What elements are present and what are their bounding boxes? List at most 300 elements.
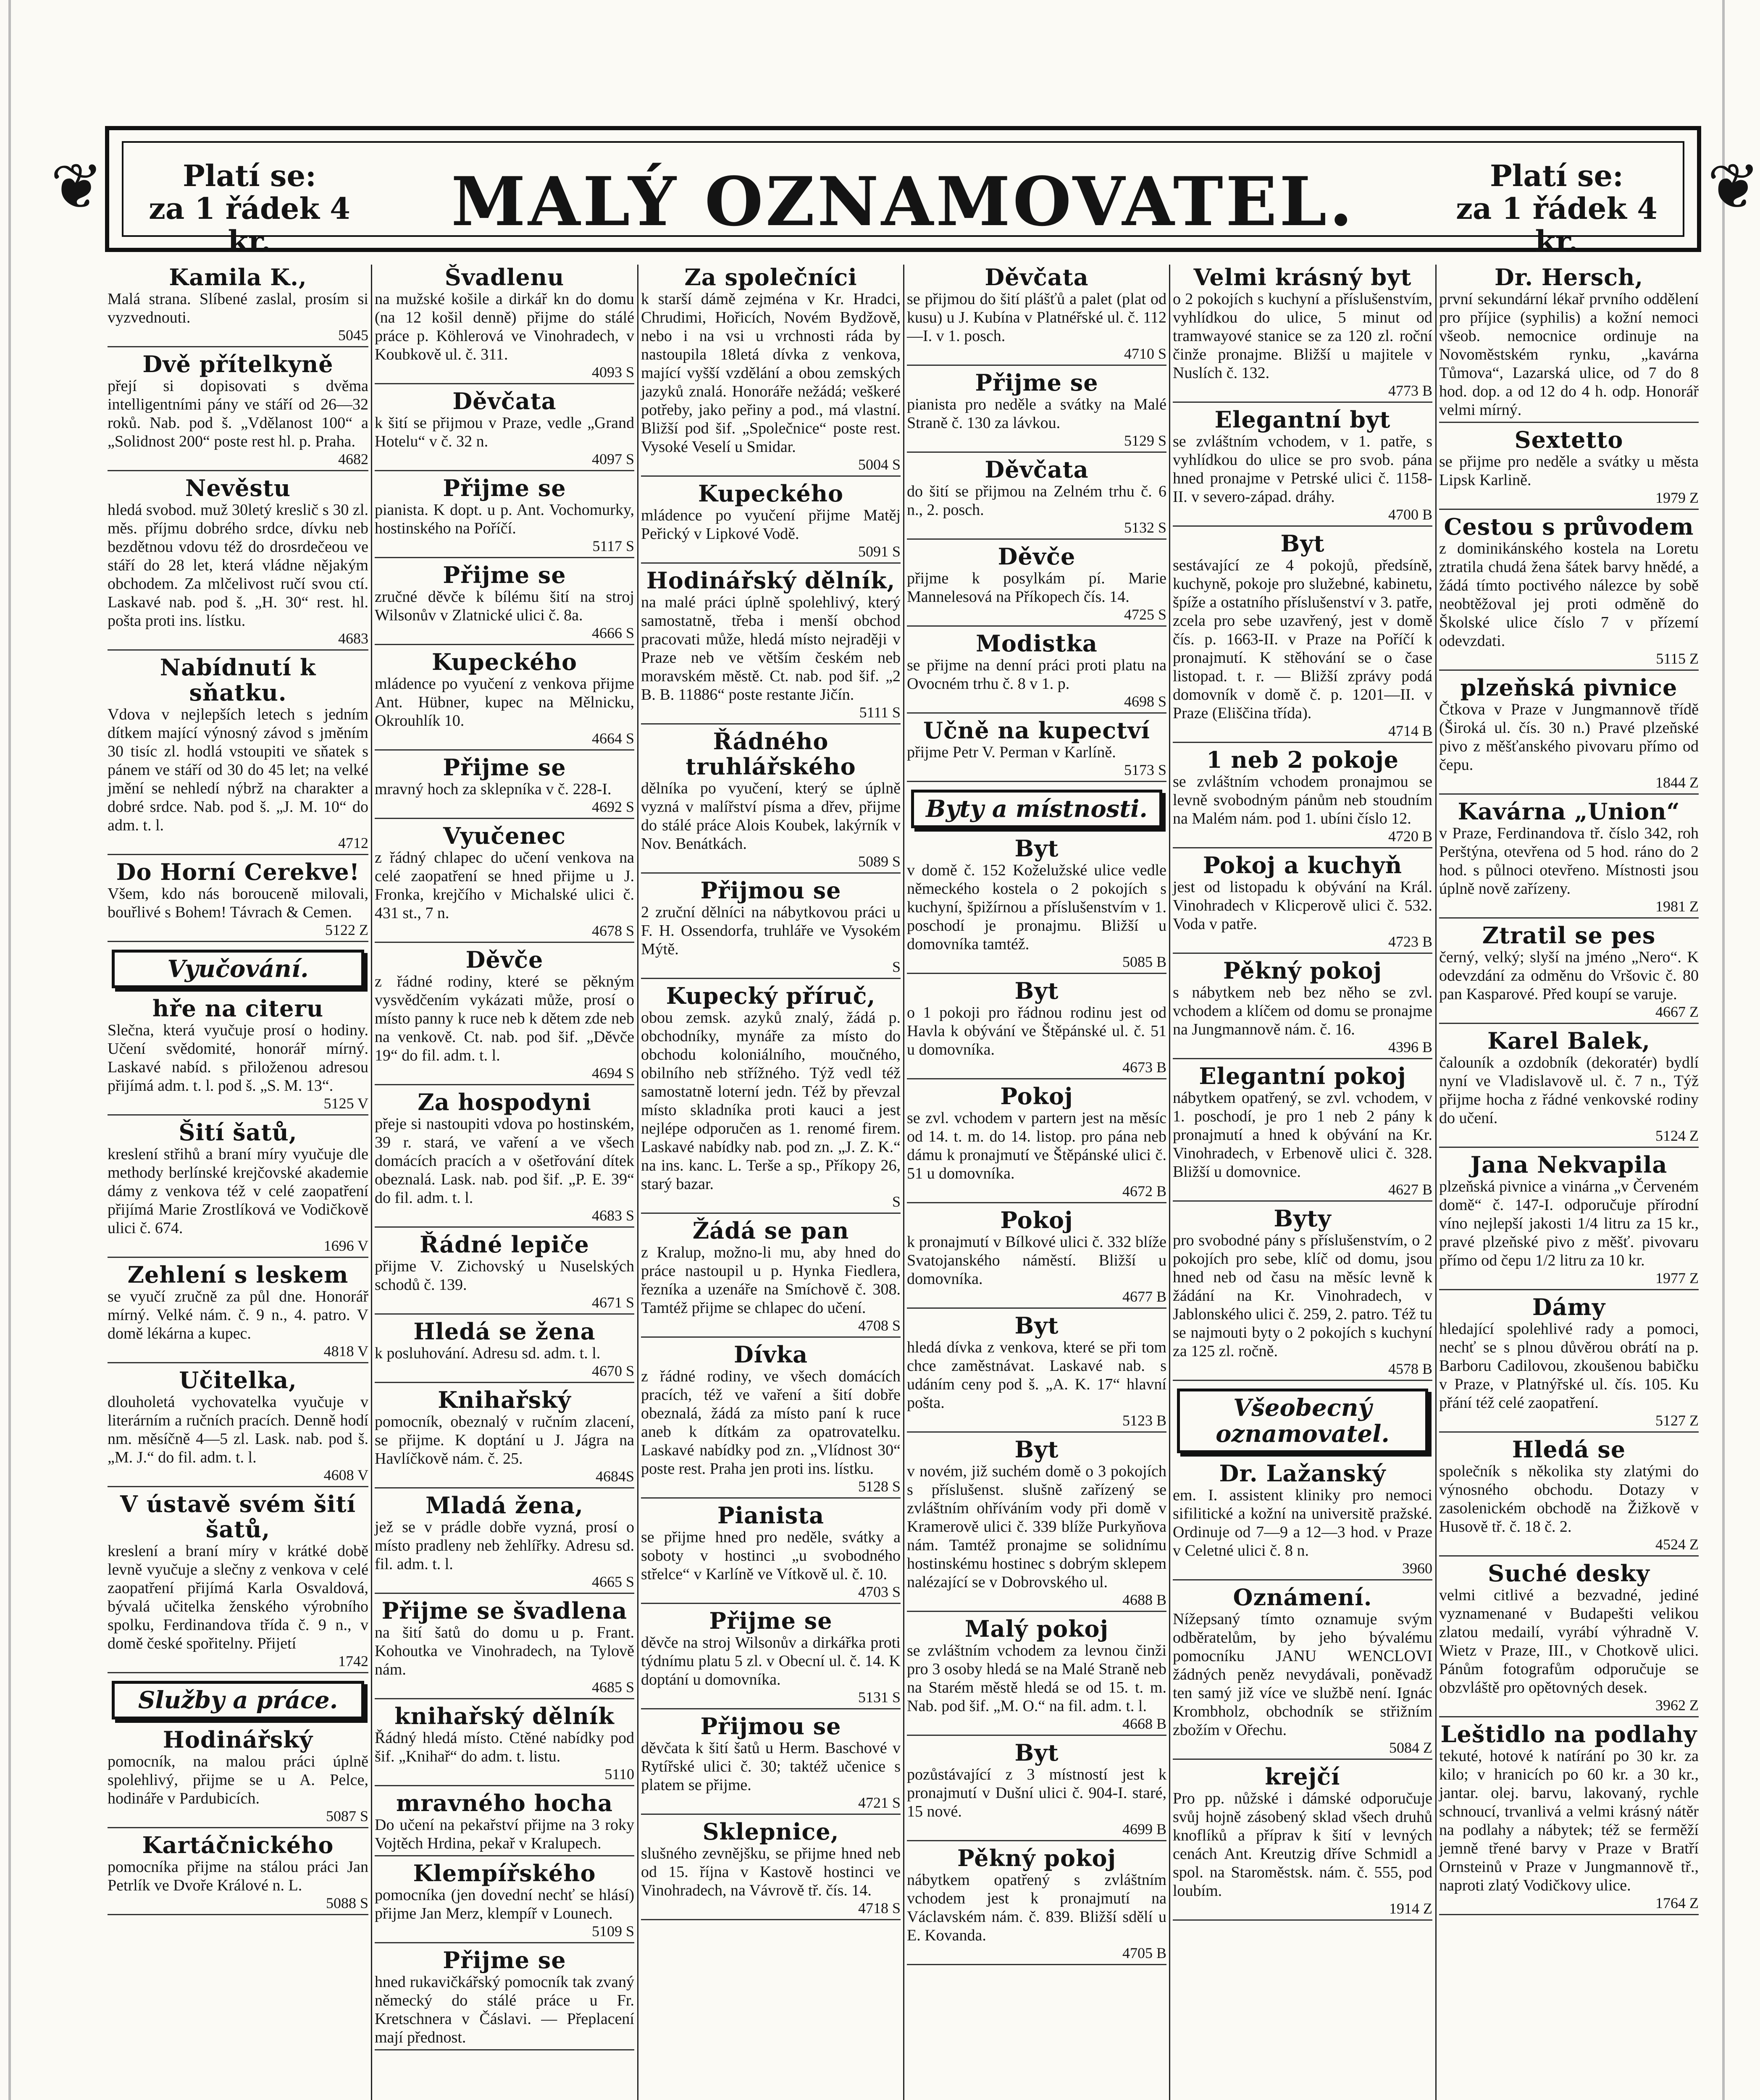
ad-number: 4818 V (323, 1343, 368, 1360)
classified-ad (907, 1845, 1166, 1965)
classified-ad (1173, 1461, 1432, 1580)
ad-heading: Dvě přítelkyně (142, 351, 334, 378)
price-left-line2: za 1 řádek 4 kr. (149, 191, 350, 259)
ad-heading: Řádné lepiče (420, 1231, 589, 1258)
ad-heading: Děvčata (985, 456, 1089, 483)
ad-text: se přijmou do šití plášťů a palet (plat od kusu) u J. Kubína v Platnéřské ul. č. 112—I. v 1. posch. (907, 290, 1166, 345)
ad-text: se zvláštním vchodem, v 1. patře, s vyhlídkou do ulice se pro svob. pána hned pronajme v Petrské ulici č. 1158-II. v severo-západ. dráhy. (1173, 433, 1432, 506)
ad-text: kreslení střihů a braní míry vyučuje dle methody berlínské krejčovské akademie dámy z venkova též v celé zaopatření přijímá Marie Zrostlíková ve Vodičkově ulici č. 674. (108, 1145, 368, 1237)
ad-heading: krejčí (1265, 1763, 1340, 1790)
ad-heading: Děvčata (985, 264, 1089, 291)
ad-number: 5132 S (1124, 519, 1166, 536)
ad-heading: Byt (1014, 835, 1059, 862)
classified-ad (1439, 427, 1699, 510)
ad-number: 4699 B (1122, 1821, 1166, 1838)
ad-heading: Byt (1280, 530, 1325, 557)
ad-text: k posluhování. Adresu sd. adm. t. l. (375, 1344, 601, 1362)
ad-text: 2 zruční dělníci na nábytkovou práci u F. H. Ossendorfa, truhláře ve Vysokém Mýtě. (641, 903, 901, 958)
ad-number: 4718 S (858, 1900, 901, 1916)
ad-heading: Přijme se (443, 1947, 566, 1974)
classified-ad (641, 1503, 901, 1604)
ad-heading: Vyučenec (443, 822, 566, 849)
classified-ad (907, 370, 1166, 453)
ad-heading: Pěkný pokoj (1223, 957, 1382, 984)
classified-ad (375, 1232, 634, 1315)
ad-text: pomocníka (jen dovední nechť se hlásí) přijme Jan Merz, klempíř v Lounech. (375, 1886, 634, 1922)
ad-number: 5115 Z (1656, 650, 1699, 667)
ad-text: z Kralup, možno-li mu, aby hned do práce nastoupil u p. Hynka Fiedlera, řezníka a uzenáře na Smíchově č. 308. Tamtéž přijme se chlapec do učení. (641, 1244, 901, 1317)
ad-heading: Byt (1014, 1312, 1059, 1339)
ad-text: hned rukavičkářský pomocník tak zvaný německý do stálé práce u Fr. Kretschnera v Čáslavi. — Přeplacení mají přednost. (375, 1973, 634, 2046)
ad-heading: Byt (1014, 1739, 1059, 1766)
ad-number: 4682 (338, 451, 368, 467)
classified-ad (641, 568, 901, 724)
ad-heading: Učitelka, (179, 1367, 297, 1394)
column-6 (1435, 265, 1701, 2100)
classified-ad (641, 1714, 901, 1815)
classified-ad (907, 1740, 1166, 1841)
classified-ad (1439, 1722, 1699, 1915)
classified-ad (641, 1218, 901, 1338)
ad-heading: Zehlení s leskem (127, 1261, 349, 1288)
ad-number: 4721 S (858, 1794, 901, 1811)
classified-ad (375, 1598, 634, 1699)
ad-text: z řádný chlapec do učení venkova na celé zaopatření se hned přijme u J. Fronka, krejčího v Michalské ulici č. 431 st., 7 n. (375, 849, 634, 922)
ad-text: přeje si nastoupiti vdova po hostinském, 39 r. stará, ve vaření a ve všech domácích pracích a v ošetřování dítek obeznalá. Lask. nab. pod šif. „P. E. 39“ do fil. adm. t. l. (375, 1115, 634, 1207)
ad-number: 4664 S (591, 730, 634, 747)
ad-number: 4677 B (1122, 1288, 1166, 1305)
ad-heading: Kupeckého (698, 480, 844, 507)
classified-ad (1439, 1561, 1699, 1717)
classified-ad (375, 1861, 634, 1943)
ad-heading: Nevěstu (185, 475, 291, 501)
classified-ad (641, 1608, 901, 1709)
classified-ad (907, 1437, 1166, 1612)
ad-heading: Ztratil se pes (1482, 922, 1656, 949)
ad-heading: Nabídnutí k sňatku. (160, 654, 316, 706)
ad-text: pomocníka přijme na stálou práci Jan Petrlík ve Dvoře Králové n. L. (108, 1858, 368, 1894)
ad-heading: Leštidlo na podlahy (1440, 1721, 1697, 1748)
ad-number: 1742 (338, 1653, 368, 1670)
ad-heading: Do Horní Cerekve! (116, 858, 360, 885)
ad-text: jež se v prádle dobře vyzná, prosí o místo pradleny neb žehlířky. Adresu sd. fil. adm. t. l. (375, 1518, 634, 1573)
classified-ad (1439, 1294, 1699, 1433)
ad-text: dlouholetá vychovatelka vyučuje v literárním a ručních pracích. Denně hodí nm. měsíčně 4—5 zl. Lask. nab. pod š. „M. J.“ do fil. adm. t. l. (108, 1393, 368, 1466)
classified-ad (641, 983, 901, 1214)
ad-number: 5089 S (858, 853, 901, 870)
classified-ad (1439, 923, 1699, 1024)
price-right-line2: za 1 řádek 4 kr. (1456, 191, 1658, 259)
classified-ad (907, 978, 1166, 1079)
ad-heading: hře na citeru (152, 995, 324, 1022)
ad-number: 4665 S (591, 1573, 634, 1590)
ad-text: Slečna, která vyučuje prosí o hodiny. Učení svědomité, honorář mírný. Laskavé nabíd. s přiloženou adresou přijímá adm. t. l. pod š. „S. M. 13“. (108, 1021, 368, 1095)
ad-heading: Přijme se (443, 754, 566, 781)
classified-ad (375, 755, 634, 819)
ad-heading: Knihařský (438, 1386, 571, 1413)
classified-ad (1173, 407, 1432, 527)
ad-heading: Pokoj a kuchyň (1203, 852, 1403, 879)
classified-ad (375, 947, 634, 1085)
ad-text: pianista. K dopt. u p. Ant. Vochomurky, hostinského na Poříčí. (375, 501, 634, 537)
ad-text: na malé práci úplně spolehlivý, který samostatně, třeba i menší obchod pracovati může, hledá místo nejraději v Praze neb ve větším českém neb moravském městě. Ct. nab. pod šif. „2 B. B. 11886“ poste restante Jičín. (641, 593, 901, 704)
ad-heading: Byt (1014, 1436, 1059, 1463)
classified-ad (907, 265, 1166, 366)
ad-text: se vyučí zručně za půl dne. Honorář mírný. Velké nám. č. 9 n., 4. patro. V domě lékárna a kupec. (108, 1288, 368, 1342)
ad-heading: Přijme se (709, 1607, 833, 1634)
ad-text: plzeňská pivnice a vinárna „v Červeném domě“ č. 147-I. odporučuje přírodní víno nejlepší jakosti 1/4 litru za 15 kr., pravé plzeňské pivo z měšť. pivovaru přímo od čepu 1/2 litru za 10 kr. (1439, 1178, 1699, 1269)
ad-text: mravný hoch za sklepníka v č. 228-I. (375, 780, 612, 798)
ad-heading: V ústavě svém šití šatů, (120, 1491, 356, 1543)
classified-ad (108, 1832, 368, 1915)
classified-ad (1173, 1206, 1432, 1381)
ad-number: 5109 S (591, 1923, 634, 1940)
ad-number: 4093 S (591, 364, 634, 381)
ad-text: pomocník, obeznalý v ručním zlacení, se přijme. K doptání u J. Jágra na Havlíčkově nám. č. 25. (375, 1413, 634, 1467)
ad-text: pomocník, na malou práci úplně spolehlivý, přijme se u A. Pelce, hodináře v Pardubicích. (108, 1753, 368, 1807)
ad-heading: mravného hocha (396, 1790, 613, 1816)
ad-text: se zvláštním vchodem pronajmou se levně svobodným pánům neb stoudním na Malém nám. pod 1. ubíni číslo 12. (1173, 773, 1432, 827)
price-left-line1: Platí se: (183, 158, 316, 193)
ad-text: nábytkem opatřený s zvláštním vchodem jest k pronajmutí na Václavském nám. č. 839. Bližší sdělí u E. Kovanda. (907, 1871, 1166, 1944)
classified-ad (108, 1727, 368, 1828)
ad-text: čalouník a ozdobník (dekoratér) bydlí nyní ve Vladislavově ul. č. 7 n., Týž přijme hocha z řádné venkovské rodiny do učení. (1439, 1054, 1699, 1127)
ad-number: 5123 B (1122, 1412, 1166, 1429)
ad-number: 4688 B (1122, 1591, 1166, 1608)
ad-text: k pronajmutí v Bílkové ulici č. 332 blíže Svatojanského náměstí. Bližší u domovníka. (907, 1233, 1166, 1288)
ad-number: 4667 Z (1655, 1003, 1699, 1020)
classified-ad (1173, 958, 1432, 1059)
ad-number: 5085 B (1122, 953, 1166, 970)
ad-number: 5131 S (858, 1689, 901, 1706)
ad-text: přijme V. Zichovský u Nuselských schodů č. 139. (375, 1257, 634, 1294)
ad-heading: Děvčata (452, 388, 557, 415)
ad-heading: Karel Balek, (1487, 1027, 1650, 1054)
ad-heading: Sextetto (1514, 426, 1623, 453)
ad-text: em. I. assistent kliniky pro nemoci sifilitické a kožní na universitě pražské. Ordinuje od 7—9 a 12—3 hod. v Praze v Celetné ulici č. 8 n. (1173, 1486, 1432, 1559)
ad-text: do šití se přijmou na Zelném trhu č. 6 n., 2. posch. (907, 483, 1166, 519)
ad-number: 4683 S (591, 1207, 634, 1224)
section-heading: Všeobecný oznamovatel. (1177, 1389, 1428, 1453)
ad-number: 4670 S (591, 1362, 634, 1379)
ad-heading: Děvče (465, 946, 544, 973)
ad-text: zručné děvče k bílému šití na stroj Wilsonův v Zlatnické ulici č. 8a. (375, 588, 634, 624)
ad-number: 4692 S (591, 798, 634, 815)
ad-number: 4710 S (1124, 345, 1166, 362)
ad-text: Řádný hledá místo. Ctěné nabídky pod šif. „Knihař“ do adm. t. listu. (375, 1729, 634, 1765)
ad-heading: Kavárna „Union“ (1458, 798, 1680, 825)
ad-number: 5087 S (326, 1808, 368, 1824)
classified-ad (641, 481, 901, 564)
ad-number: 4672 B (1122, 1183, 1166, 1200)
ad-number: 4705 B (1122, 1945, 1166, 1961)
classified-ad (1439, 265, 1699, 423)
ad-heading: Kupecký příruč, (666, 982, 876, 1009)
ad-heading: Přijme se (975, 369, 1098, 396)
ad-heading: Pěkný pokoj (957, 1845, 1116, 1872)
ad-heading: Žádá se pan (692, 1217, 849, 1244)
ad-text: nábytkem opatřený, se zvl. vchodem, v 1. poschodí, je pro 1 neb 2 pány k pronajmutí a hned k obývání na Kr. Vinohradech, v Erbenově ulici č. 328. Bližší u domovnice. (1173, 1089, 1432, 1181)
classified-ad (1173, 265, 1432, 403)
ad-text: obou zemsk. azyků znalý, žádá p. obchodníky, mynáře za místo do obchodu koloniálního, moučného, obilního neb střížného. Týž vedl též samostatně loterní jedn. Též by převzal místo skladníka proti kauci a jest nejlépe odporučen as 1. renomé firem. Laskavé nabídky nab. pod zn. „J. Z. K.“ na ins. kanc. L. Terše a sp., Příkopy 26, starý bazar. (641, 1009, 901, 1193)
ad-columns (105, 265, 1701, 2100)
classified-ad (108, 475, 368, 651)
ad-heading: Modistka (976, 630, 1098, 657)
ad-text: společník s několika sty zlatými do výnosného obchodu. Dotazy v zasolenickém obchodě na Žižkově v Husově tř. č. 18 č. 2. (1439, 1462, 1699, 1536)
ad-text: přijme k posylkám pí. Marie Mannelesová na Příkopech čís. 14. (907, 570, 1166, 606)
classified-ad (108, 1120, 368, 1258)
section-heading: Byty a místnosti. (911, 790, 1162, 828)
ad-number: 1844 Z (1655, 774, 1699, 791)
ad-text: v domě č. 152 Koželužské ulice vedle německého kostela o 2 pokojích s kuchyní, špižírnou a příslušenstvím v 1. poschodí je pronajmu. Bližší u domovníka tamtéž. (907, 861, 1166, 953)
ad-heading: Kamila K., (169, 264, 307, 291)
classified-ad (1173, 747, 1432, 848)
ad-text: černý, velký; slyší na jméno „Nero“. K odevzdání za odměnu do Vršovic č. 80 pan Kasparové. Před koupí se varuje. (1439, 948, 1699, 1003)
ad-number: 1764 Z (1655, 1895, 1699, 1911)
classified-ad (1173, 1585, 1432, 1760)
ad-text: se zvl. vchodem v partern jest na měsíc od 14. t. m. do 14. listop. pro pána neb dámu k pronajmutí ve Štěpánské ulici č. 51 u domovníka. (907, 1109, 1166, 1182)
ad-text: dělníka po vyučení, který se úplně vyzná v malířství písma a dřev, přijme do stálé práce Alois Koubek, lakýrník v Nov. Benátkách. (641, 780, 901, 853)
ad-number: 5084 Z (1389, 1739, 1432, 1756)
ad-text: v Praze, Ferdinandova tř. číslo 342, roh Perštýna, otevřena od 5 hod. ráno do 2 hod. s půlnoci otevřeno. Místnosti jsou úplně nově zařízeny. (1439, 824, 1699, 898)
ad-number: 4097 S (591, 451, 634, 467)
ad-text: první sekundární lékař prvního oddělení pro příjice (syphilis) a kožní nemoci všeob. nemocnice ordinuje na Novoměstském rynku, „kavárna Tůmova“, Lazarská ulice, od 7 do 8 hod. dop. a od 12 do 4 h. odp. Honorář velmi mírný. (1439, 290, 1699, 419)
ad-text: hledá svobod. muž 30letý kreslič s 30 zl. měs. příjmu dobrého srdce, dívku neb bezdětnou vdovu též do drosrdečeou ve stáří do 28 let, která vládne nějakým obchodem. Za mlčelivost ručí svou ctí. Laskavé nab. pod š. „H. 30“ rest. hl. pošta proti ins. lístku. (108, 501, 368, 630)
ad-number: 4396 B (1388, 1039, 1432, 1055)
ad-text: hledá dívka z venkova, které se při tom chce zaměstnávat. Laskavé nab. s udáním ceny pod š. „A. K. 17“ hlavní pošta. (907, 1339, 1166, 1412)
classified-ad (1439, 1437, 1699, 1557)
classified-ad (1439, 1028, 1699, 1148)
classified-ad (108, 655, 368, 855)
ad-text: se přijme hned pro neděle, svátky a soboty v hostinci „u svobodného střelce“ v Karlíně ve Vítkově ul. č. 10. (641, 1528, 901, 1583)
ad-text: pozůstávající z 3 místností jest k pronajmutí v Dušní ulici č. 904-I. staré, 15 nové. (907, 1766, 1166, 1820)
ad-text: přejí si dopisovati s dvěma intelligentními pány ve stáří od 26—32 roků. Nab. pod š. „Vdělanost 100“ a „Solidnost 200“ poste rest hl. p. Praha. (108, 377, 368, 450)
ad-number: 4725 S (1124, 606, 1166, 623)
ad-heading: Velmi krásný byt (1193, 264, 1412, 291)
ad-heading: Mladá žena, (426, 1492, 583, 1519)
ad-text: o 2 pokojích s kuchyní a příslušenstvím, vyhlídkou do ulice, 5 minut od tramwayové stanice se za 120 zl. roční činže pronajme. Bližší u majitele v Nuslích č. 132. (1173, 290, 1432, 382)
page-edge-right (1722, 0, 1725, 2100)
ad-number: 4698 S (1124, 693, 1166, 710)
ad-number: 5124 Z (1655, 1127, 1699, 1144)
classified-ad (375, 1387, 634, 1488)
ad-number: 1981 Z (1655, 898, 1699, 915)
ad-number: 4708 S (858, 1317, 901, 1334)
ad-heading: Cestou s průvodem (1444, 513, 1694, 540)
masthead-frame (122, 141, 1684, 259)
ad-text: pro svobodné pány s příslušenstvím, o 2 pokojích pro sebe, klíč od domu, jsou hned neb od času na měsíc levně k žádání na Kr. Vinohradech, v Jablonského ulici č. 259, 2. patro. Též tu se najmouti byty o 2 pokojích s kuchyní za 125 zl. ročně. (1173, 1231, 1432, 1360)
ad-heading: Malý pokoj (964, 1615, 1109, 1642)
ad-number: 4700 B (1388, 506, 1432, 523)
ad-number: 4684S (595, 1468, 634, 1485)
price-right (1447, 160, 1666, 258)
ad-text: Čtkova v Praze v Jungmannově třídě (Široká ul. čís. 30 n.) Pravé plzeňské pivo z měšťanského pivovaru přímo od čepu. (1439, 701, 1699, 774)
ad-number: 4773 B (1388, 382, 1432, 399)
ad-text: slušného zevnějšku, se přijme hned neb od 15. října v Kastově hostinci ve Vinohradech, na Vávrově tř. čís. 14. (641, 1845, 901, 1899)
ad-number: 5129 S (1124, 432, 1166, 449)
classified-ad (1439, 799, 1699, 919)
classified-ad (375, 475, 634, 558)
ad-number: 5128 S (858, 1478, 901, 1495)
classified-ad (1173, 1063, 1432, 1202)
ad-number: 5111 S (859, 704, 901, 721)
ad-heading: Dámy (1532, 1294, 1606, 1320)
page-edge-left (8, 0, 11, 2100)
ad-text: Všem, kdo nás borouceně milovali, bouřlivé s Bohem! Távrach & Cemen. (108, 885, 368, 921)
ad-number: 4627 B (1388, 1181, 1432, 1198)
classified-ad (108, 265, 368, 347)
classified-ad (375, 1790, 634, 1856)
ornament-right-icon: ❦ (1707, 150, 1760, 223)
ad-text: děvčata k šití šatů u Herm. Baschové v Rytířské ulici č. 30; taktéž učenice s platem se přijme. (641, 1739, 901, 1794)
classified-ad (1439, 514, 1699, 671)
classified-ad (907, 544, 1166, 627)
ad-heading: Elegantní pokoj (1199, 1063, 1406, 1089)
ad-number: 4703 S (858, 1583, 901, 1600)
classified-ad (375, 649, 634, 751)
ad-heading: Za společníci (684, 264, 857, 291)
classified-ad (375, 1948, 634, 2050)
classified-ad (375, 1319, 634, 1383)
ad-text: se zvláštním vchodem za levnou činži pro 3 osoby hledá se na Malé Straně neb na Starém městě hledá se od 15. t. m. Nab. pod šif. „M. O.“ na fil. adm. t. l. (907, 1642, 1166, 1715)
masthead (50, 126, 1760, 259)
ad-number: 4694 S (591, 1065, 634, 1082)
classified-ad (907, 1616, 1166, 1736)
ad-heading: Jana Nekvapila (1470, 1151, 1668, 1178)
ad-text: na šití šatů do domu u p. Frant. Kohoutka ve Vinohradech, na Tylově nám. (375, 1624, 634, 1678)
ad-number: 4723 B (1388, 933, 1432, 950)
classified-ad (108, 1491, 368, 1673)
classified-ad (641, 729, 901, 874)
ad-heading: Klempířského (413, 1860, 596, 1887)
classified-ad (907, 1208, 1166, 1309)
ad-heading: Byt (1014, 977, 1059, 1004)
ad-number: 5045 (338, 327, 368, 344)
classified-ad (907, 718, 1166, 782)
ad-heading: Pianista (717, 1502, 825, 1529)
ad-heading: Učně na kupectví (923, 717, 1150, 744)
ad-number: 4608 V (323, 1467, 368, 1483)
ad-heading: Byty (1274, 1205, 1332, 1232)
ad-heading: Oznámení. (1233, 1584, 1372, 1611)
ad-heading: knihařský dělník (394, 1703, 615, 1730)
ad-number: 4671 S (591, 1294, 634, 1311)
ad-heading: Přijme se (443, 475, 566, 501)
ad-number: 5091 S (858, 543, 901, 560)
ad-number: 1914 Z (1389, 1900, 1432, 1917)
ad-number: 4666 S (591, 625, 634, 641)
ad-text: mládence po vyučení přijme Matěj Peřický v Lipkové Vodě. (641, 507, 901, 543)
ad-number: 3962 Z (1655, 1697, 1699, 1714)
classified-ad (108, 859, 368, 942)
ad-heading: Kupeckého (431, 648, 578, 675)
ad-text: na mužské košile a dirkář kn do domu (na 12 košil denně) přijme do stálé práce p. Köhlerová ve Vinohradech, v Koubkově ul. č. 311. (375, 290, 634, 363)
ad-heading: Elegantní byt (1214, 406, 1391, 433)
classified-ad (1173, 853, 1432, 954)
ad-number: 5127 Z (1655, 1412, 1699, 1429)
ad-heading: Hodinářský dělník, (646, 567, 896, 594)
column-4 (903, 265, 1169, 2100)
ad-number: S (892, 958, 901, 975)
page-title: MALÝ OZNAMOVATEL. (451, 162, 1355, 241)
classified-ad (108, 352, 368, 471)
ad-number: 1979 Z (1655, 489, 1699, 506)
column-2 (371, 265, 637, 2100)
ornament-left-icon: ❦ (50, 150, 103, 223)
classified-ad (907, 1084, 1166, 1203)
ad-heading: Přijmou se (700, 877, 841, 904)
ad-number: 5122 Z (325, 921, 368, 938)
classified-ad (641, 878, 901, 979)
ad-text: se přijme pro neděle a svátky u města Lipsk Karlině. (1439, 453, 1699, 489)
ad-number: 5117 S (592, 538, 634, 554)
price-left (140, 160, 359, 258)
classified-ad (375, 1704, 634, 1786)
ad-heading: Pokoj (1000, 1083, 1073, 1110)
ad-heading: Řádného truhlářského (686, 728, 856, 780)
classified-ad (108, 1368, 368, 1487)
classified-ad (375, 562, 634, 645)
classified-ad (375, 1493, 634, 1594)
ad-text: pianista pro neděle a svátky na Malé Straně č. 130 za lávkou. (907, 396, 1166, 432)
ad-text: z řádné rodiny, ve všech domácích pracích, též ve vaření a šití dobře obeznalá, žádá za místo paní k ruce aneb k dítkám za opatrovatelku. Laskavé nabídky pod zn. „Vlídnost 30“ poste rest. Praha jen proti ins. lístku. (641, 1368, 901, 1478)
ad-number: S (892, 1193, 901, 1210)
ad-heading: Přijme se (443, 562, 566, 588)
ad-text: z dominikánského kostela na Loretu ztratila chudá žena šátek barvy hnědé, a žádá tímto poctivého nálezce by sobě neobtěžoval jej proti odměně do Školské ulice číslo 7 v přízemí odevzdati. (1439, 540, 1699, 650)
ad-number: 3960 (1402, 1560, 1432, 1577)
classified-ad (375, 1089, 634, 1228)
classified-ad (907, 836, 1166, 974)
ad-text: v novém, již suchém domě o 3 pokojích s příslušenst. slušně zařízený se zvláštním ohříváním vody při domě v Kramerově ulici č. 339 blíže Purkyňova nám. Tamtéž pronajme se solidnímu hostinskému hostinec s dobrým sklepem nalézající se v Dobrovského ul. (907, 1462, 1166, 1591)
ad-text: přijme Petr V. Perman v Karlíně. (907, 743, 1116, 761)
classified-ad (641, 1342, 901, 1499)
classified-ad (375, 823, 634, 943)
ad-number: 5088 S (326, 1895, 368, 1911)
ad-number: 4524 Z (1655, 1536, 1699, 1553)
column-5 (1169, 265, 1435, 2100)
ad-heading: Suché desky (1488, 1560, 1650, 1587)
ad-number: 1977 Z (1655, 1270, 1699, 1286)
ad-text: Nížepsaný tímto oznamuje svým odběratelům, by jeho bývalému pomocníku JANU WENCLOVI žádných peněz nevydávali, poněvadž ten samý již více ve službě není. Ignác Krombholz, obchodník se střižním zbožím v Ořechu. (1173, 1610, 1432, 1739)
ad-text: sestávající ze 4 pokojů, předsíně, kuchyně, pokoje pro služebné, kabinetu, špíže a ostatního příslušenství v 3. patře, zcela pro sebe uzavřený, jest v domě čís. p. 1663-II. v Praze na Poříčí k pronajmutí. K stěhování se o čase listopad. t. r. — Bližší zprávy podá domovník v domě č. p. 1201—II. v Praze (Eliščina třída). (1173, 556, 1432, 722)
column-1 (105, 265, 371, 2100)
ad-number: 4668 B (1122, 1715, 1166, 1732)
ad-number: 4578 B (1388, 1360, 1432, 1377)
ad-heading: Pokoj (1000, 1207, 1073, 1234)
ad-number: 5110 (604, 1766, 634, 1782)
classified-ad (1173, 531, 1432, 743)
ad-heading: plzeňská pivnice (1460, 674, 1678, 701)
classified-ad (375, 388, 634, 471)
ad-heading: Děvče (998, 543, 1076, 570)
ad-heading: Přijmou se (700, 1713, 841, 1740)
ad-heading: Přijme se švadlena (381, 1597, 628, 1624)
classified-ad (1173, 1764, 1432, 1921)
ad-number: 1696 V (323, 1237, 368, 1254)
section-heading: Služby a práce. (112, 1681, 364, 1719)
column-3 (637, 265, 903, 2100)
ad-heading: Sklepnice, (702, 1818, 839, 1845)
ad-number: 4712 (338, 835, 368, 851)
ad-text: Do učení na pekařství přijme na 3 roky Vojtěch Hrdina, pekař v Kralupech. (375, 1816, 634, 1852)
newspaper-page (50, 109, 1760, 2100)
ad-heading: Dívka (733, 1341, 808, 1368)
section-heading: Vyučování. (112, 950, 364, 988)
ad-text: jest od listopadu k obývání na Král. Vinohradech v Klicperově ulici č. 532. Voda v patře. (1173, 878, 1432, 933)
ad-heading: Šití šatů, (179, 1119, 297, 1146)
ad-heading: Dr. Hersch, (1494, 264, 1644, 291)
ad-heading: Za hospodyni (418, 1089, 591, 1116)
